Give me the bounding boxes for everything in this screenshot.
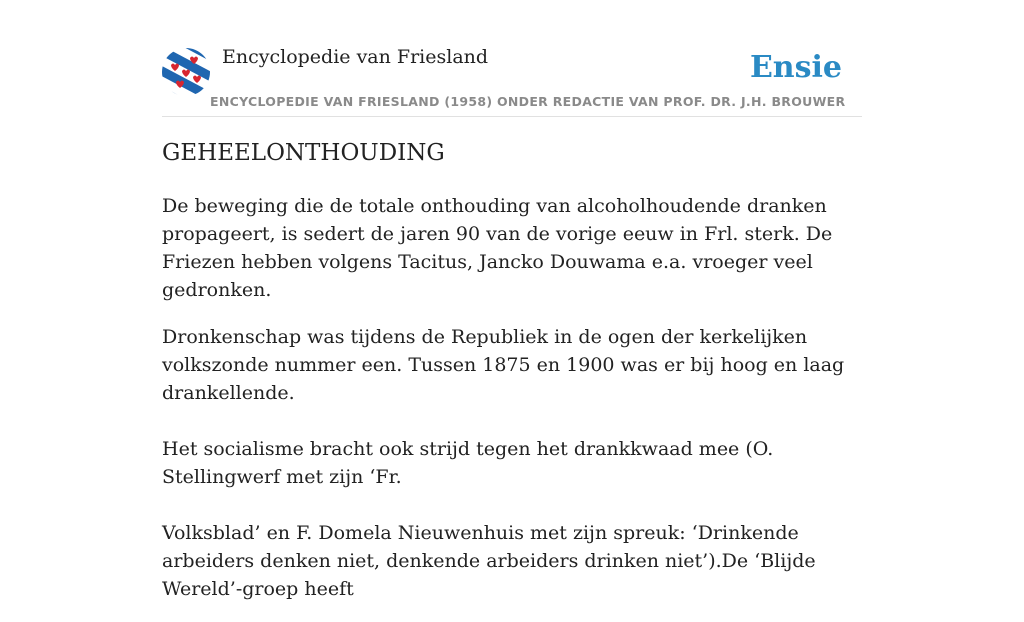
article-paragraph: De beweging die de totale onthouding van alcoholhoudende dranken propageert, is sedert de jaren 90 van de vorige eeuw in Frl. sterk. De Friezen hebben volgens Tacitus, Jancko Douwama e.a. vroeger veel gedronken. — [162, 195, 833, 301]
article-body — [162, 192, 872, 622]
site-header — [162, 44, 862, 117]
frisian-flag-icon[interactable] — [162, 48, 210, 96]
article-paragraph: Volksblad’ en F. Domela Nieuwenhuis met zijn spreuk: ‘Drinkende arbeiders denken niet, denkende arbeiders drinken niet’).De ‘Blijde Wereld’-groep heeft — [162, 522, 816, 600]
ensie-logo-link[interactable]: Ensie — [749, 50, 842, 85]
site-title[interactable]: Encyclopedie van Friesland — [222, 46, 489, 68]
article-paragraph: Dronkenschap was tijdens de Republiek in de ogen der kerkelijken volkszonde nummer een. Tussen 1875 en 1900 was er bij hoog en laag drankellende. — [162, 326, 845, 404]
encyclopedia-subtitle: ENCYCLOPEDIE VAN FRIESLAND (1958) ONDER REDACTIE VAN PROF. DR. J.H. BROUWER — [210, 94, 846, 109]
article-paragraph: Het socialisme bracht ook strijd tegen het drankkwaad mee (O. Stellingwerf met zijn ‘Fr. — [162, 438, 774, 488]
article-title: GEHEELONTHOUDING — [162, 140, 445, 166]
